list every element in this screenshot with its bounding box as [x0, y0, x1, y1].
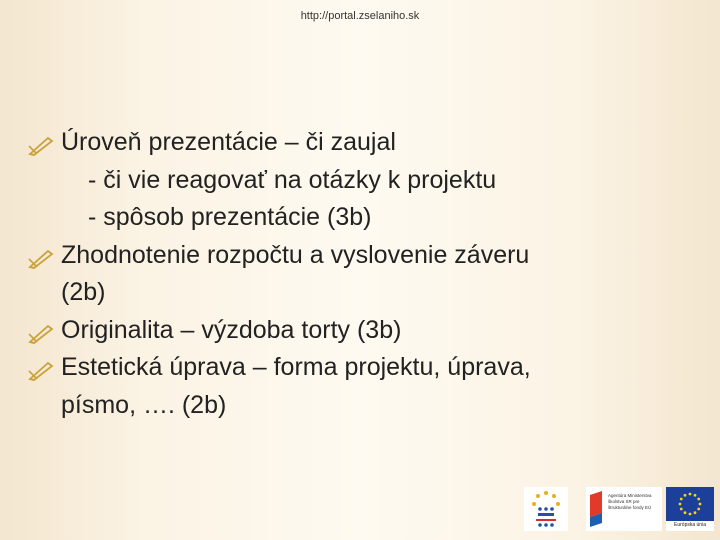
dash-item: [28, 162, 708, 200]
dash-item: [28, 199, 708, 237]
agency-logo: [586, 487, 662, 531]
dash-text: - spôsob prezentácie (3b): [88, 203, 372, 231]
bullet-item: [28, 349, 708, 387]
bullet-item: [28, 124, 708, 162]
bullet-pen-icon: [28, 134, 54, 156]
agency-text: Agentúra Ministerstva školstva SR pre štrukturálne fondy EÚ: [608, 493, 652, 510]
bullet-text: Úroveň prezentácie – či zaujal: [61, 128, 396, 156]
eu-text: Európska únia: [674, 522, 706, 528]
bullet-item: [28, 237, 708, 275]
footer-logos: [524, 487, 714, 531]
slide-content: [28, 124, 708, 424]
bullet-pen-icon: [28, 359, 54, 381]
continuation-line: [28, 387, 708, 425]
header-url[interactable]: http://portal.zselaniho.sk: [300, 10, 420, 22]
agency-flag-icon: [587, 487, 607, 531]
bullet-pen-icon: [28, 247, 54, 269]
bullet-text: Originalita – výzdoba torty (3b): [61, 315, 402, 344]
continuation-text: písmo, …. (2b): [61, 390, 227, 419]
eu-flag-icon: [666, 487, 714, 521]
bullet-pen-icon: [28, 322, 54, 344]
bullet-text: Zhodnotenie rozpočtu a vyslovenie záveru: [61, 240, 530, 269]
bullet-text: Estetická úprava – forma projektu, úprava,: [61, 353, 531, 381]
continuation-text: (2b): [61, 278, 106, 306]
eu-logo: [666, 487, 714, 531]
esf-logo-icon: [524, 487, 568, 531]
dash-text: - či vie reagovať na otázky k projektu: [88, 165, 497, 194]
continuation-line: [28, 274, 708, 312]
bullet-item: [28, 312, 708, 350]
esf-logo: [524, 487, 568, 531]
